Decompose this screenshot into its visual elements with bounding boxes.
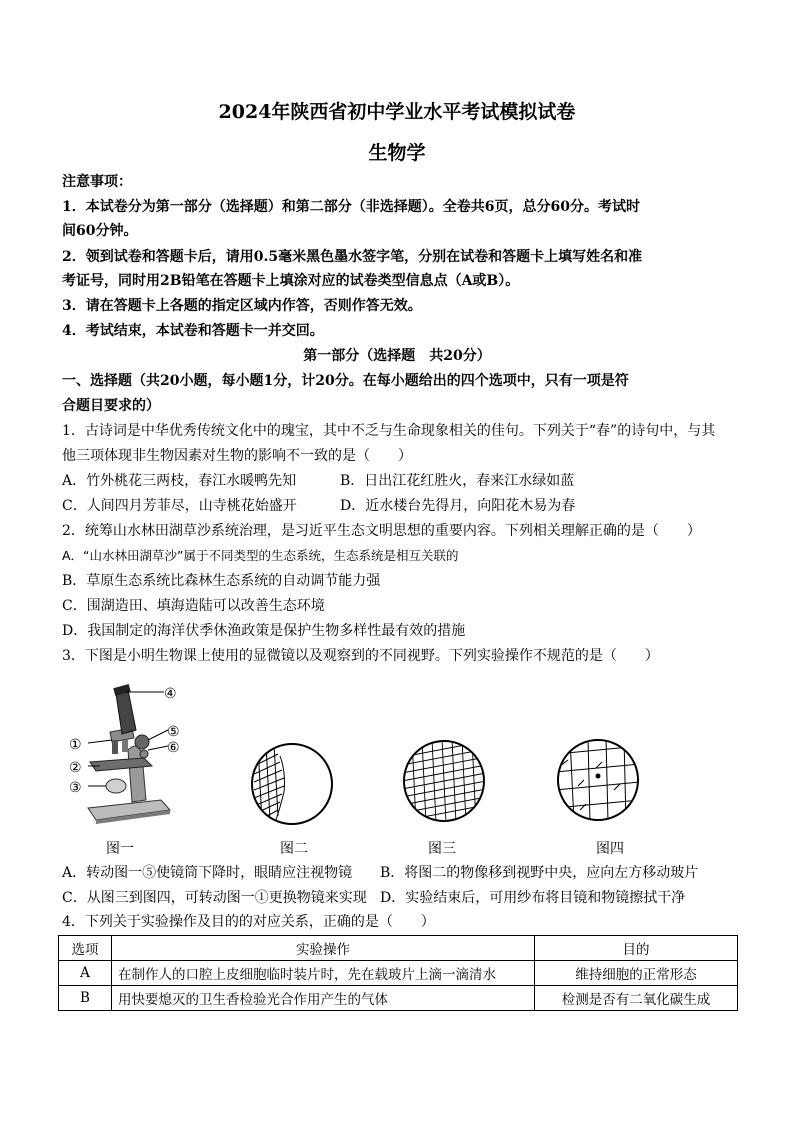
q1-option-d: D．近水楼台先得月，向阳花木易为春	[340, 498, 576, 514]
exam-title: 2024年陕西省初中学业水平考试模拟试卷	[218, 101, 576, 123]
notes-heading: 注意事项：	[62, 174, 132, 190]
fig1-label: 图一	[106, 841, 134, 857]
q1-options-row-1	[62, 470, 742, 492]
q3-option-b: B．将图二的物像移到视野中央，应向左方移动玻片	[380, 865, 699, 881]
table-cell: 在制作人的口腔上皮细胞临时装片时，先在载玻片上滴一滴清水	[112, 961, 535, 986]
q1-stem-line-2: 他三项体现非生物因素对生物的影响不一致的是（ ）	[62, 448, 412, 464]
table-row	[59, 961, 738, 986]
view-figure-3	[402, 739, 486, 823]
q1-options-row-2	[62, 495, 742, 517]
microscope-figure	[66, 680, 194, 830]
callout-5: ⑤	[167, 724, 180, 740]
q2-option-a: A．“山水林田湖草沙”属于不同类型的生态系统，生态系统是相互关联的	[62, 548, 459, 563]
callout-4: ④	[164, 686, 177, 702]
q1-stem-line-1: 1．古诗词是中华优秀传统文化中的瑰宝，其中不乏与生命现象相关的佳句。下列关于“春”的诗句中，与其	[62, 423, 716, 439]
note-1-line-2: 间60分钟。	[62, 223, 138, 239]
callout-2: ②	[69, 760, 82, 776]
microscope-drawing	[88, 684, 170, 824]
table-cell: 用快要熄灭的卫生香检验光合作用产生的气体	[112, 986, 535, 1011]
part1-heading: 第一部分（选择题 共20分）	[303, 348, 491, 364]
q3-options-row-1	[62, 862, 742, 884]
table-header-cell: 目的	[535, 936, 738, 961]
table-cell: A	[59, 961, 112, 986]
q3-option-a: A．转动图一⑤使镜筒下降时，眼睛应注视物镜	[62, 865, 353, 881]
section-heading-line-2: 合题目要求的）	[62, 398, 160, 414]
fig4-label: 图四	[596, 841, 624, 857]
callout-3: ③	[69, 780, 82, 796]
q3-stem: 3．下图是小明生物课上使用的显微镜以及观察到的不同视野。下列实验操作不规范的是（ ）	[62, 648, 659, 664]
callout-6: ⑥	[167, 740, 180, 756]
callout-1: ①	[69, 737, 82, 753]
q1-option-c: C．人间四月芳菲尽，山寺桃花始盛开	[62, 498, 297, 514]
q2-stem: 2．统筹山水林田湖草沙系统治理，是习近平生态文明思想的重要内容。下列相关理解正确的是（ ）	[62, 523, 701, 539]
note-1-line-1: 1．本试卷分为第一部分（选择题）和第二部分（非选择题）。全卷共6页，总分60分。考试时	[62, 199, 640, 215]
table-header-cell: 实验操作	[112, 936, 535, 961]
note-2-line-2: 考证号，同时用2B铅笔在答题卡上填涂对应的试卷类型信息点（A或B）。	[62, 273, 520, 289]
view-figure-2	[250, 742, 334, 826]
q2-option-b: B．草原生态系统比森林生态系统的自动调节能力强	[62, 573, 381, 589]
fig3-label: 图三	[428, 841, 456, 857]
table-header-row	[59, 936, 738, 961]
table-cell: 检测是否有二氧化碳生成	[535, 986, 738, 1011]
q1-option-b: B．日出江花红胜火，春来江水绿如蓝	[340, 473, 575, 489]
fig2-label: 图二	[280, 841, 308, 857]
note-3: 3．请在答题卡上各题的指定区域内作答，否则作答无效。	[62, 298, 422, 314]
q2-option-c: C．围湖造田、填海造陆可以改善生态环境	[62, 598, 325, 614]
q3-option-c: C．从图三到图四，可转动图一①更换物镜来实现	[62, 890, 367, 906]
q4-table	[58, 935, 738, 1011]
note-4: 4．考试结束，本试卷和答题卡一并交回。	[62, 323, 324, 339]
table-cell: 维持细胞的正常形态	[535, 961, 738, 986]
note-2-line-1: 2．领到试卷和答题卡后，请用0.5毫米黑色墨水签字笔，分别在试卷和答题卡上填写姓名和准	[62, 249, 643, 265]
q3-options-row-2	[62, 887, 742, 909]
subject-title: 生物学	[368, 142, 426, 164]
q1-option-a: A．竹外桃花三两枝，春江水暖鸭先知	[62, 473, 297, 489]
q3-option-d: D．实验结束后，可用纱布将目镜和物镜擦拭干净	[380, 890, 686, 906]
view-figure-4	[556, 738, 640, 822]
section-heading-line-1: 一、选择题（共20小题，每小题1分，计20分。在每小题给出的四个选项中，只有一项是符	[62, 373, 629, 389]
q2-option-d: D．我国制定的海洋伏季休渔政策是保护生物多样性最有效的措施	[62, 623, 466, 639]
q4-stem: 4．下列关于实验操作及目的的对应关系，正确的是（ ）	[62, 914, 435, 930]
table-header-cell: 选项	[59, 936, 112, 961]
table-row	[59, 986, 738, 1011]
table-cell: B	[59, 986, 112, 1011]
